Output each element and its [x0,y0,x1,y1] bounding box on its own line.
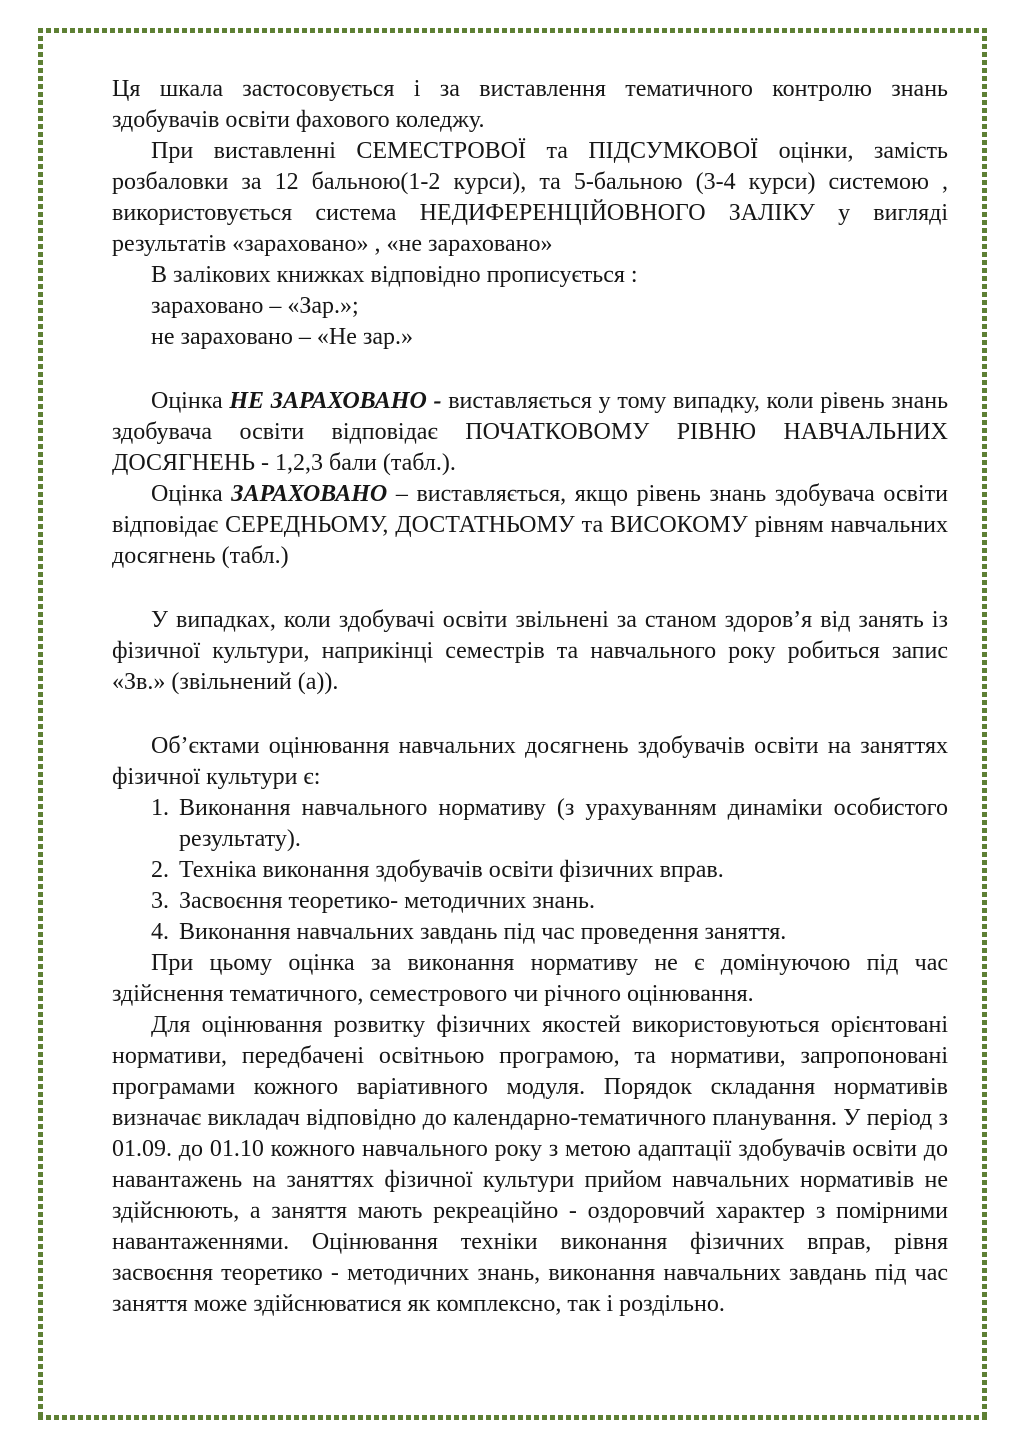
paragraph [112,731,948,793]
paragraph [112,605,948,698]
paragraph [112,260,948,291]
text-run: не зараховано – «Не зар.» [151,324,413,350]
paragraph [112,74,948,136]
dotted-border-right [982,28,987,1420]
paragraph [112,479,948,572]
numbered-list-item [151,793,948,855]
numbered-list-item [151,917,948,948]
blank-line [112,572,948,605]
text-run: – виставляється, якщо рівень знань здобувача освіти відповідає СЕРЕДНЬОМУ, ДОСТАТНЬОМУ та ВИСОКОМУ рівням навчальних досягнень (табл.) [112,481,949,569]
text-run: зараховано – «Зар.»; [151,293,359,319]
text-run: У випадках, коли здобувачі освіти звільнені за станом здоров’я від занять із фізичної культури, наприкінці семестрів та навчального року робиться запис «Зв.» (звільнений (а)). [112,607,948,695]
list-item-number: 1. [151,795,169,821]
text-run: виставляється у тому випадку, коли рівень знань здобувача освіти відповідає ПОЧАТКОВОМУ РІВНЮ НАВЧАЛЬНИХ ДОСЯГНЕНЬ - 1,2,3 бали (табл.). [112,388,949,476]
text-run: Виконання навчального нормативу (з урахуванням динаміки особистого результату). [179,795,948,852]
numbered-list-item [151,855,948,886]
list-item-text [179,886,948,917]
text-run: НЕ ЗАРАХОВАНО - [229,388,442,414]
dotted-border-top [38,28,987,33]
paragraph [112,291,948,322]
text-run: Для оцінювання розвитку фізичних якостей використовуються орієнтовані нормативи, передбачені освітньою програмою, та нормативи, запропоновані програмами кожного варіативного модуля. Порядок складання нормативів визначає викладач відповідно до календарно-тематичного планування. У період з 01.09. до 01.10 кожного навчального року з метою адаптації здобувачів освіти до навантажень на заняттях фізичної культури прийом навчальних нормативів не здійснюють, а заняття мають рекреаційно - оздоровчий характер з помірними навантаженнями. Оцінювання техніки виконання фізичних вправ, рівня засвоєння теоретико - методичних знань, виконання навчальних завдань під час заняття може здійснюватися як комплексно, так і роздільно. [112,1012,948,1317]
text-run: Оцінка [151,481,232,507]
text-run: Ця шкала застосовується і за виставлення тематичного контролю знань здобувачів освіти фахового коледжу. [112,76,948,133]
text-run: Виконання навчальних завдань під час проведення заняття. [179,919,787,945]
blank-line [112,353,948,386]
text-run: Оцінка [151,388,230,414]
text-run: При цьому оцінка за виконання нормативу не є домінуючою під час здійснення тематичного, семестрового чи річного оцінювання. [112,950,948,1007]
paragraph [112,322,948,353]
text-run: В залікових книжках відповідно прописується : [151,262,638,288]
decorative-dotted-border [38,28,987,1420]
text-run: При виставленні СЕМЕСТРОВОЇ та ПІДСУМКОВОЇ оцінки, замість розбаловки за 12 бальною(1-2 курси), та 5-бальною (3-4 курси) системою , використовується система НЕДИФЕРЕНЦІЙОВНОГО ЗАЛІКУ у вигляді результатів «зараховано» , «не зараховано» [112,138,948,257]
list-item-text [179,793,948,855]
paragraph [112,136,948,260]
list-item-text [179,917,948,948]
text-run: Техніка виконання здобувачів освіти фізичних вправ. [179,857,724,883]
document-content [112,74,948,1320]
dotted-border-bottom [38,1415,987,1420]
paragraph [112,948,948,1010]
numbered-list-item [151,886,948,917]
dotted-border-left [38,28,43,1420]
list-item-text [179,855,948,886]
list-item-number: 3. [151,888,169,914]
list-item-number: 4. [151,919,169,945]
list-item-number: 2. [151,857,169,883]
text-run: ЗАРАХОВАНО [231,481,388,507]
paragraph [112,1010,948,1320]
paragraph [112,386,948,479]
text-run: Об’єктами оцінювання навчальних досягнень здобувачів освіти на заняттях фізичної культури є: [112,733,948,790]
blank-line [112,698,948,731]
text-run: Засвоєння теоретико- методичних знань. [179,888,595,914]
